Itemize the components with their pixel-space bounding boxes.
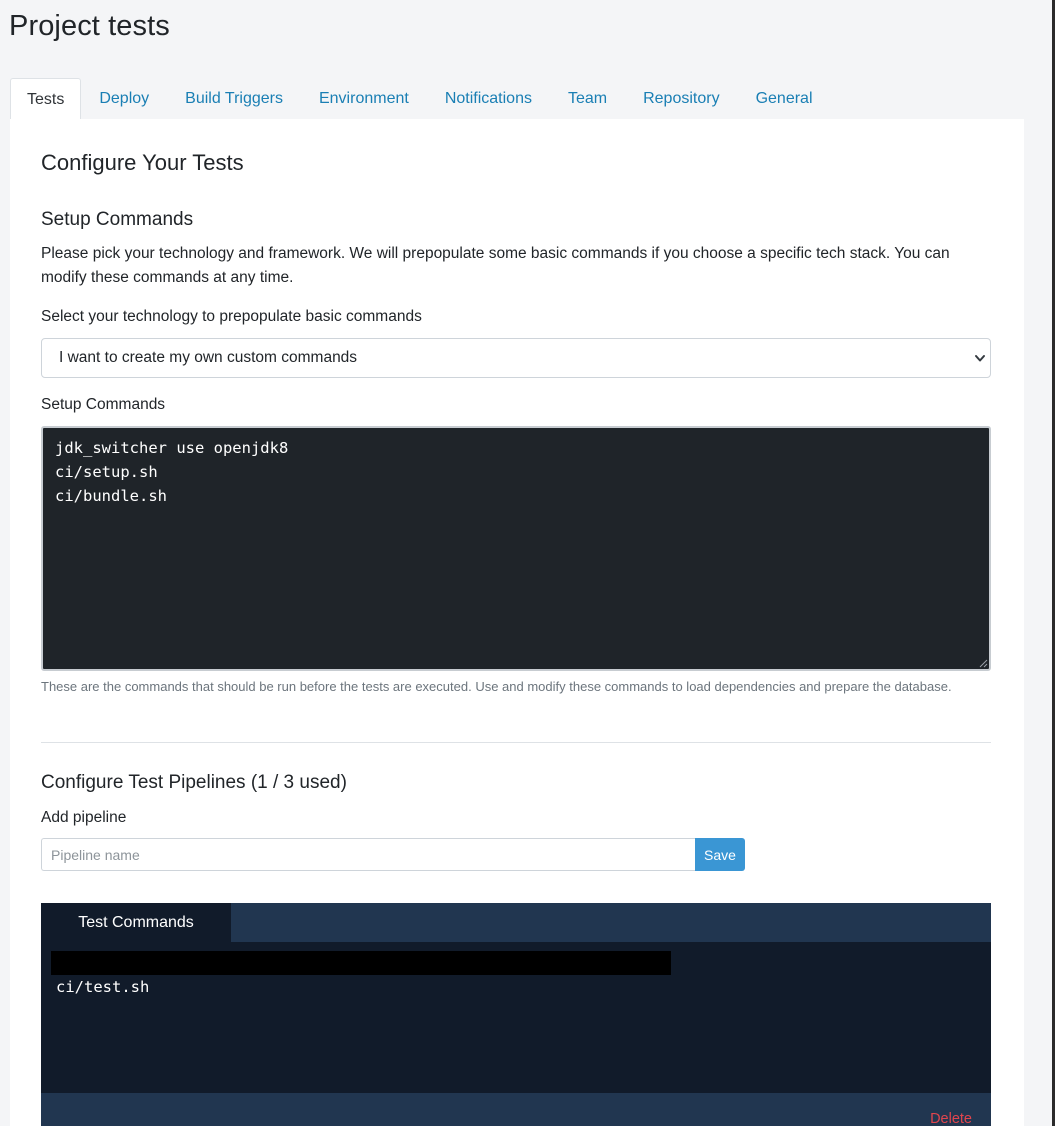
setup-command-line: ci/setup.sh — [55, 463, 158, 481]
tab-team[interactable]: Team — [567, 89, 608, 107]
test-pipelines-heading: Configure Test Pipelines (1 / 3 used) — [41, 772, 347, 793]
tab-deploy[interactable]: Deploy — [99, 89, 150, 107]
technology-select-value: I want to create my own custom commands — [59, 349, 358, 366]
tests-panel — [10, 119, 1024, 1126]
setup-commands-label: Setup Commands — [41, 396, 166, 413]
pipeline-footer — [41, 1093, 991, 1126]
tab-repository[interactable]: Repository — [643, 89, 720, 107]
resize-grip-icon[interactable] — [979, 659, 988, 668]
settings-tabs — [10, 78, 1024, 120]
setup-command-line: jdk_switcher use openjdk8 — [55, 439, 289, 457]
add-pipeline-label: Add pipeline — [41, 809, 127, 826]
chevron-down-icon — [974, 352, 986, 364]
delete-pipeline-link[interactable]: Delete — [930, 1111, 972, 1126]
save-pipeline-button[interactable]: Save — [695, 838, 745, 871]
technology-select-label: Select your technology to prepopulate basic commands — [41, 308, 422, 325]
tab-notifications[interactable]: Notifications — [444, 89, 532, 107]
tab-environment[interactable]: Environment — [318, 89, 409, 107]
setup-description: Please pick your technology and framework. We will prepopulate some basic commands if you choose a specific tech stack. You can modify these commands at any time. — [41, 245, 950, 286]
setup-commands-heading: Setup Commands — [41, 209, 194, 230]
tab-general[interactable]: General — [755, 89, 813, 107]
test-command-line[interactable]: ci/test.sh — [56, 978, 150, 996]
section-divider — [41, 742, 991, 743]
configure-heading: Configure Your Tests — [41, 150, 244, 175]
setup-command-line: ci/bundle.sh — [55, 487, 167, 505]
tab-build-triggers[interactable]: Build Triggers — [185, 89, 283, 107]
setup-commands-editor[interactable] — [41, 426, 991, 671]
pipeline-name-input[interactable] — [41, 838, 695, 871]
page-title: Project tests — [9, 10, 170, 42]
technology-select[interactable] — [41, 338, 991, 378]
setup-commands-help: These are the commands that should be run before the tests are executed. Use and modify these commands to load dependencies and prepare the database. — [41, 679, 952, 694]
redacted-command — [51, 951, 671, 975]
pipeline-card — [41, 903, 991, 1126]
tab-test-commands[interactable]: Test Commands — [41, 903, 231, 942]
tab-tests[interactable]: Tests — [10, 78, 81, 120]
